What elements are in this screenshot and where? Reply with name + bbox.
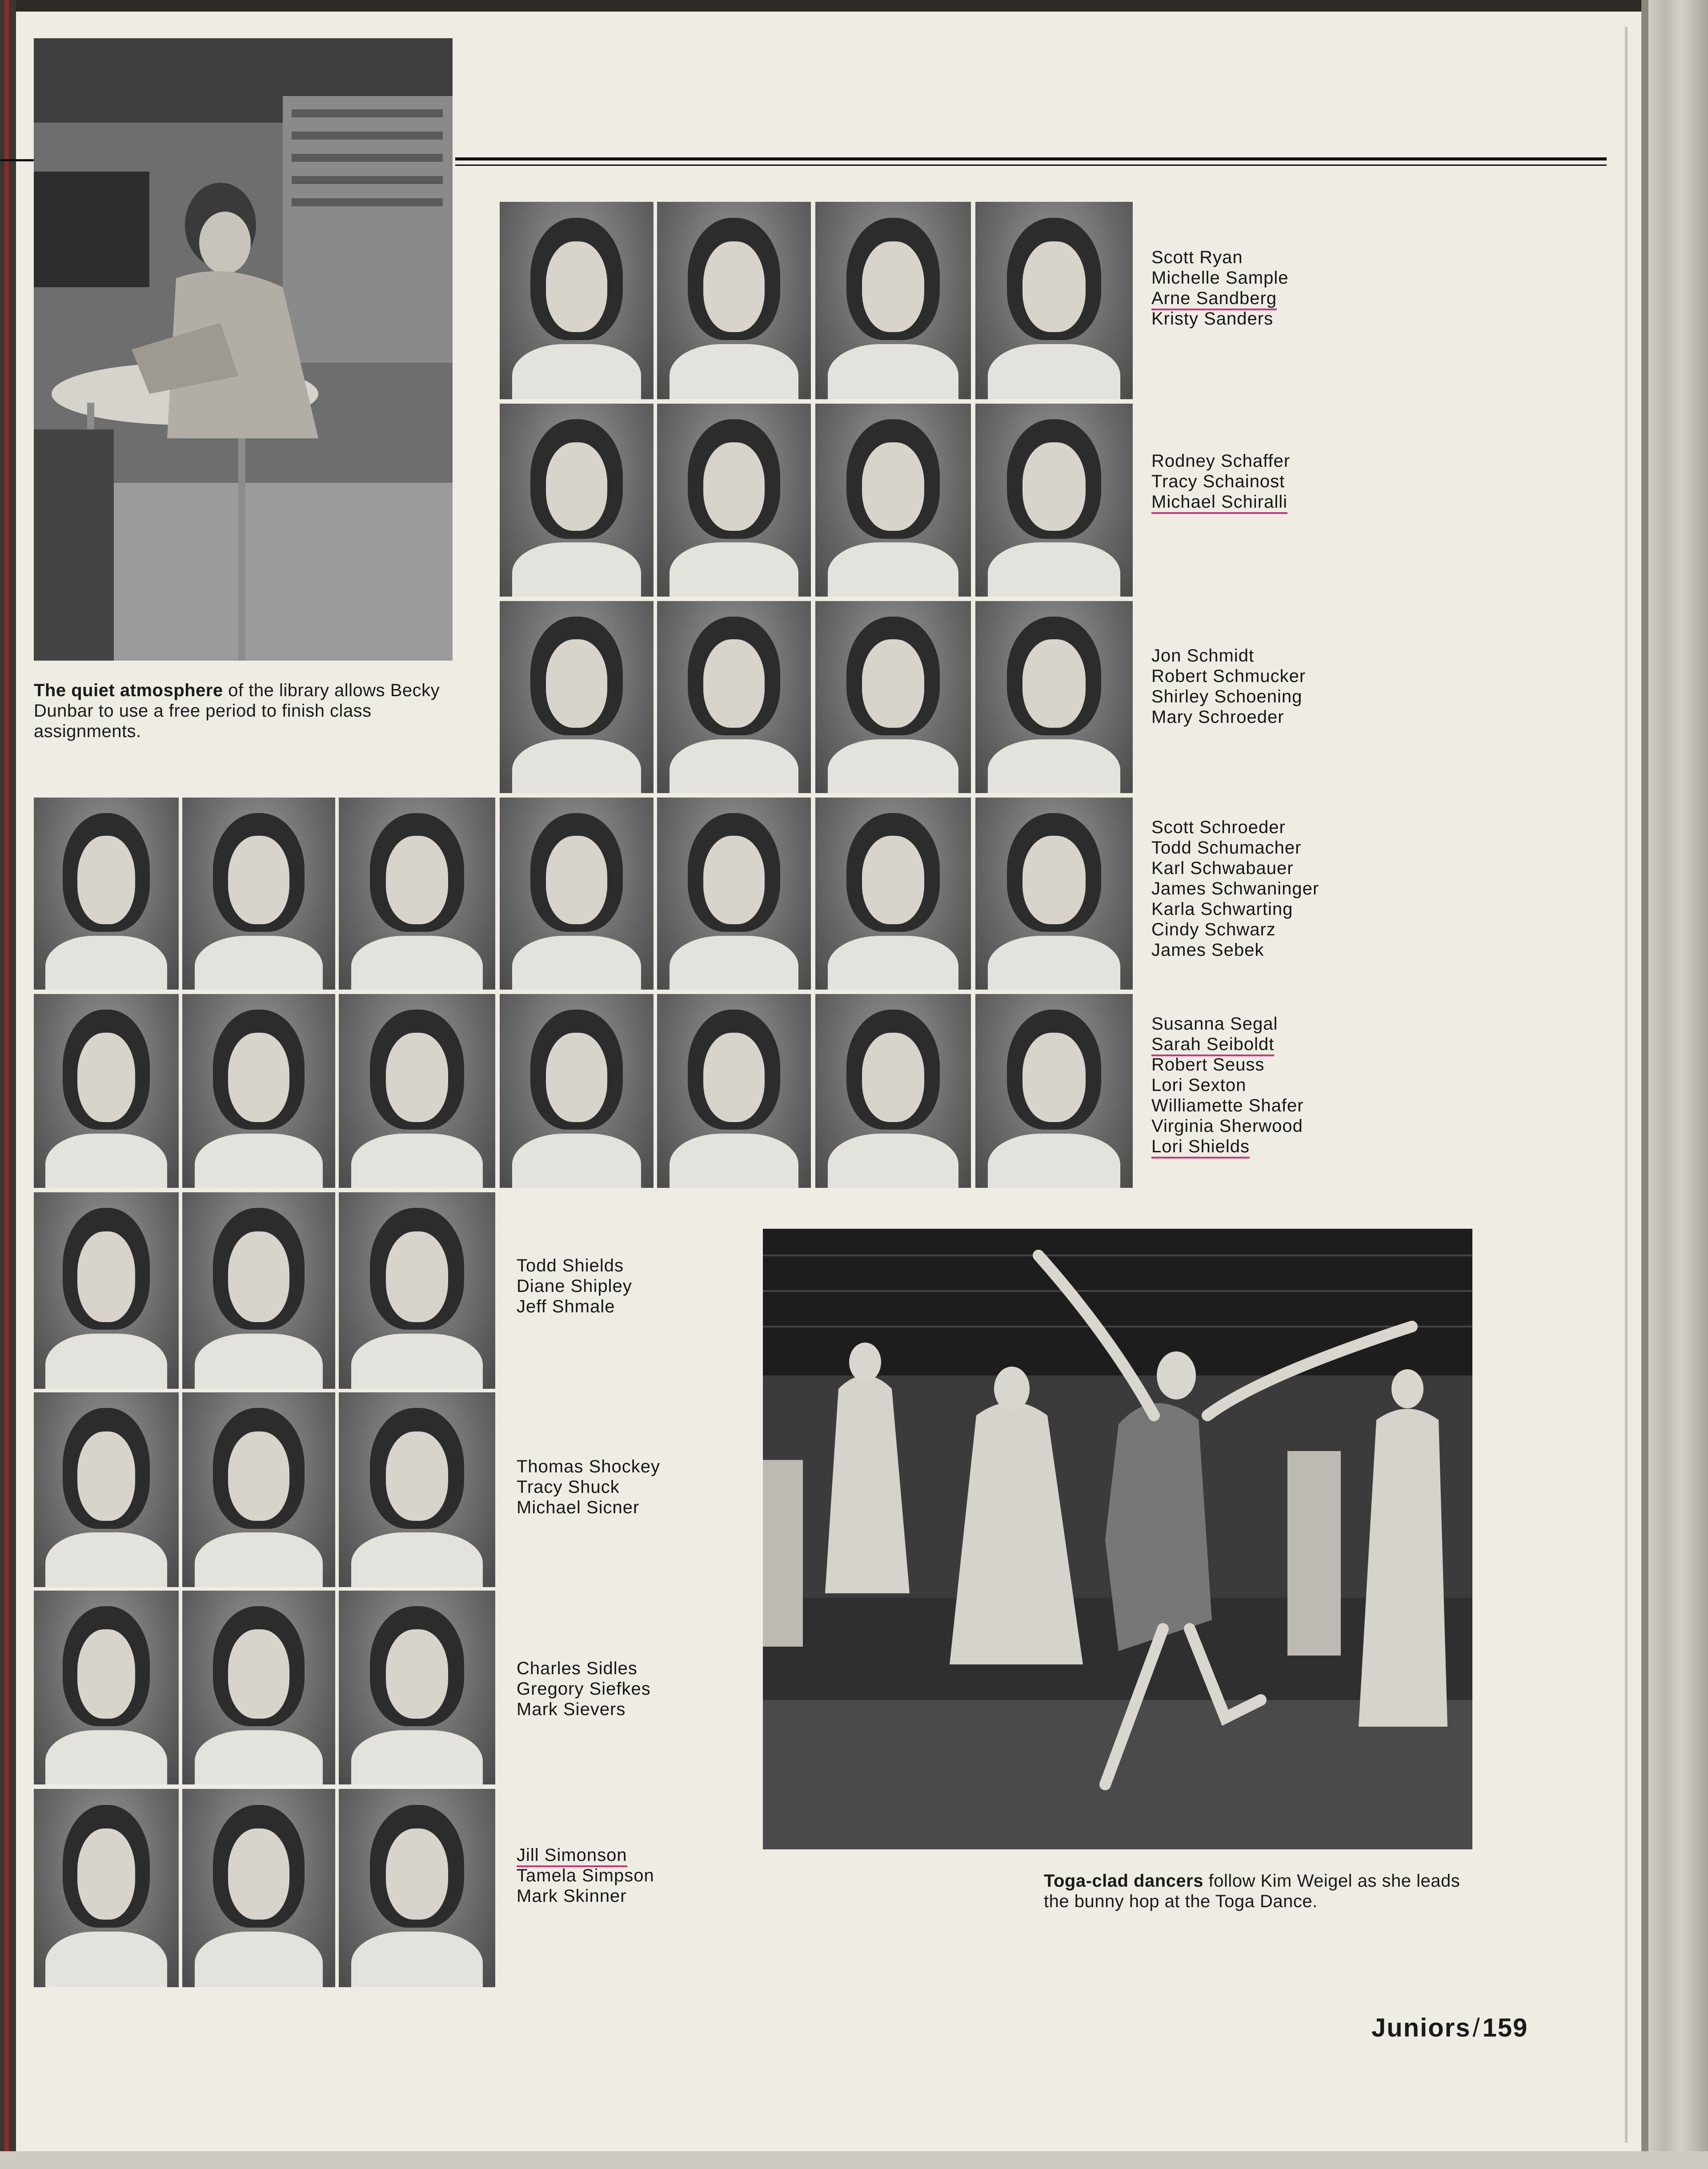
portrait-photo bbox=[500, 404, 654, 597]
student-name: Michelle Sample bbox=[1151, 268, 1289, 288]
portrait-photo bbox=[34, 1591, 179, 1784]
portrait-photo bbox=[815, 994, 971, 1188]
student-name: Thomas Shockey bbox=[517, 1457, 661, 1476]
student-name: Virginia Sherwood bbox=[1151, 1116, 1303, 1136]
portrait-photo bbox=[182, 1392, 335, 1587]
portrait-photo bbox=[975, 994, 1133, 1188]
page-folio bbox=[1371, 2013, 1528, 2043]
page-edge-line bbox=[1625, 27, 1628, 2143]
portrait-photo bbox=[182, 994, 335, 1188]
folio-separator: / bbox=[1472, 2013, 1481, 2042]
portrait-photo bbox=[339, 1192, 495, 1389]
name-list-group-1 bbox=[1151, 247, 1288, 329]
student-name: Tracy Schainost bbox=[1151, 472, 1285, 491]
portrait-photo bbox=[34, 994, 179, 1188]
student-name: Robert Schmucker bbox=[1151, 666, 1306, 686]
student-name: Sarah Seiboldt bbox=[1151, 1034, 1274, 1056]
student-name: James Schwaninger bbox=[1151, 879, 1319, 898]
portrait-photo bbox=[815, 601, 971, 793]
toga-dance-photo bbox=[763, 1229, 1472, 1849]
portrait-photo bbox=[339, 994, 495, 1188]
library-photo bbox=[34, 38, 453, 661]
student-name: James Sebek bbox=[1151, 940, 1264, 960]
student-name: Charles Sidles bbox=[517, 1659, 637, 1678]
portrait-photo bbox=[975, 404, 1133, 597]
portrait-photo bbox=[500, 202, 654, 399]
dance-caption-lead: Toga-clad dancers bbox=[1044, 1871, 1203, 1891]
student-name: Karla Schwarting bbox=[1151, 899, 1293, 919]
student-name: Diane Shipley bbox=[517, 1276, 632, 1296]
student-name: Scott Ryan bbox=[1151, 248, 1243, 267]
name-list-group-4 bbox=[1151, 817, 1319, 960]
portrait-photo bbox=[339, 798, 495, 990]
portrait-photo bbox=[815, 404, 971, 597]
portrait-photo bbox=[657, 601, 811, 793]
student-name: Scott Schroeder bbox=[1151, 818, 1286, 837]
page-number: 159 bbox=[1482, 2013, 1528, 2042]
student-name: Williamette Shafer bbox=[1151, 1096, 1304, 1115]
student-name: Robert Seuss bbox=[1151, 1055, 1265, 1074]
student-name: Susanna Segal bbox=[1151, 1014, 1278, 1034]
portrait-photo bbox=[657, 798, 811, 990]
student-name: Lori Sexton bbox=[1151, 1075, 1247, 1095]
portrait-photo bbox=[657, 404, 811, 597]
student-name: Mark Sievers bbox=[517, 1700, 626, 1719]
student-name: Shirley Schoening bbox=[1151, 687, 1303, 706]
portrait-photo bbox=[34, 1192, 179, 1389]
student-name: Arne Sandberg bbox=[1151, 289, 1277, 310]
library-caption bbox=[34, 680, 447, 742]
portrait-photo bbox=[182, 798, 335, 990]
portrait-photo bbox=[339, 1591, 495, 1784]
portrait-photo bbox=[975, 202, 1133, 399]
library-caption-text: of the library allows Becky Dunbar to use a free period to finish class assignments. bbox=[34, 681, 440, 741]
dance-caption bbox=[1044, 1871, 1479, 1912]
name-list-group-7 bbox=[517, 1456, 660, 1518]
portrait-photo bbox=[815, 202, 971, 399]
student-name: Gregory Siefkes bbox=[517, 1679, 651, 1699]
student-name: Tamela Simpson bbox=[517, 1866, 654, 1885]
book-spine bbox=[0, 0, 16, 2169]
student-name: Jill Simonson bbox=[517, 1845, 627, 1867]
portrait-photo bbox=[500, 601, 654, 793]
portrait-photo bbox=[815, 798, 971, 990]
dance-caption-text: follow Kim Weigel as she leads the bunny hop at the Toga Dance. bbox=[1044, 1871, 1460, 1911]
section-name: Juniors bbox=[1371, 2013, 1471, 2042]
header-rule-top bbox=[455, 157, 1607, 160]
student-name: Jon Schmidt bbox=[1151, 646, 1255, 666]
student-name: Karl Schwabauer bbox=[1151, 858, 1294, 878]
portrait-photo bbox=[182, 1192, 335, 1389]
portrait-photo bbox=[657, 994, 811, 1188]
portrait-photo bbox=[500, 994, 654, 1188]
portrait-photo bbox=[500, 798, 654, 990]
book-top-edge bbox=[0, 0, 1708, 12]
portrait-photo bbox=[339, 1789, 495, 1987]
name-list-group-8 bbox=[517, 1658, 651, 1720]
portrait-photo bbox=[34, 798, 179, 990]
student-name: Lori Shields bbox=[1151, 1137, 1250, 1159]
student-name: Todd Shields bbox=[517, 1256, 624, 1275]
name-list-group-3 bbox=[1151, 645, 1306, 727]
portrait-photo bbox=[182, 1789, 335, 1987]
student-name: Mark Skinner bbox=[517, 1886, 627, 1906]
portrait-photo bbox=[975, 601, 1133, 793]
student-name: Jeff Shmale bbox=[517, 1297, 615, 1316]
library-caption-lead: The quiet atmosphere bbox=[34, 681, 223, 700]
student-name: Todd Schumacher bbox=[1151, 838, 1302, 858]
portrait-photo bbox=[975, 798, 1133, 990]
header-rule-bottom bbox=[455, 164, 1607, 166]
student-name: Cindy Schwarz bbox=[1151, 920, 1276, 939]
name-list-group-2 bbox=[1151, 451, 1290, 512]
student-name: Tracy Shuck bbox=[517, 1477, 620, 1497]
book-right-edge bbox=[1641, 0, 1708, 2169]
name-list-group-5 bbox=[1151, 1014, 1304, 1157]
student-name: Mary Schroeder bbox=[1151, 707, 1284, 727]
portrait-photo bbox=[182, 1591, 335, 1784]
student-name: Kristy Sanders bbox=[1151, 309, 1274, 329]
portrait-photo bbox=[339, 1392, 495, 1587]
book-bottom-edge bbox=[0, 2151, 1708, 2169]
portrait-photo bbox=[34, 1392, 179, 1587]
portrait-photo bbox=[657, 202, 811, 399]
portrait-photo bbox=[34, 1789, 179, 1987]
student-name: Rodney Schaffer bbox=[1151, 451, 1291, 471]
name-list-group-9 bbox=[517, 1845, 654, 1906]
header-rule-left bbox=[0, 159, 36, 161]
student-name: Michael Sicner bbox=[517, 1498, 640, 1517]
student-name: Michael Schiralli bbox=[1151, 492, 1287, 514]
name-list-group-6 bbox=[517, 1255, 632, 1317]
